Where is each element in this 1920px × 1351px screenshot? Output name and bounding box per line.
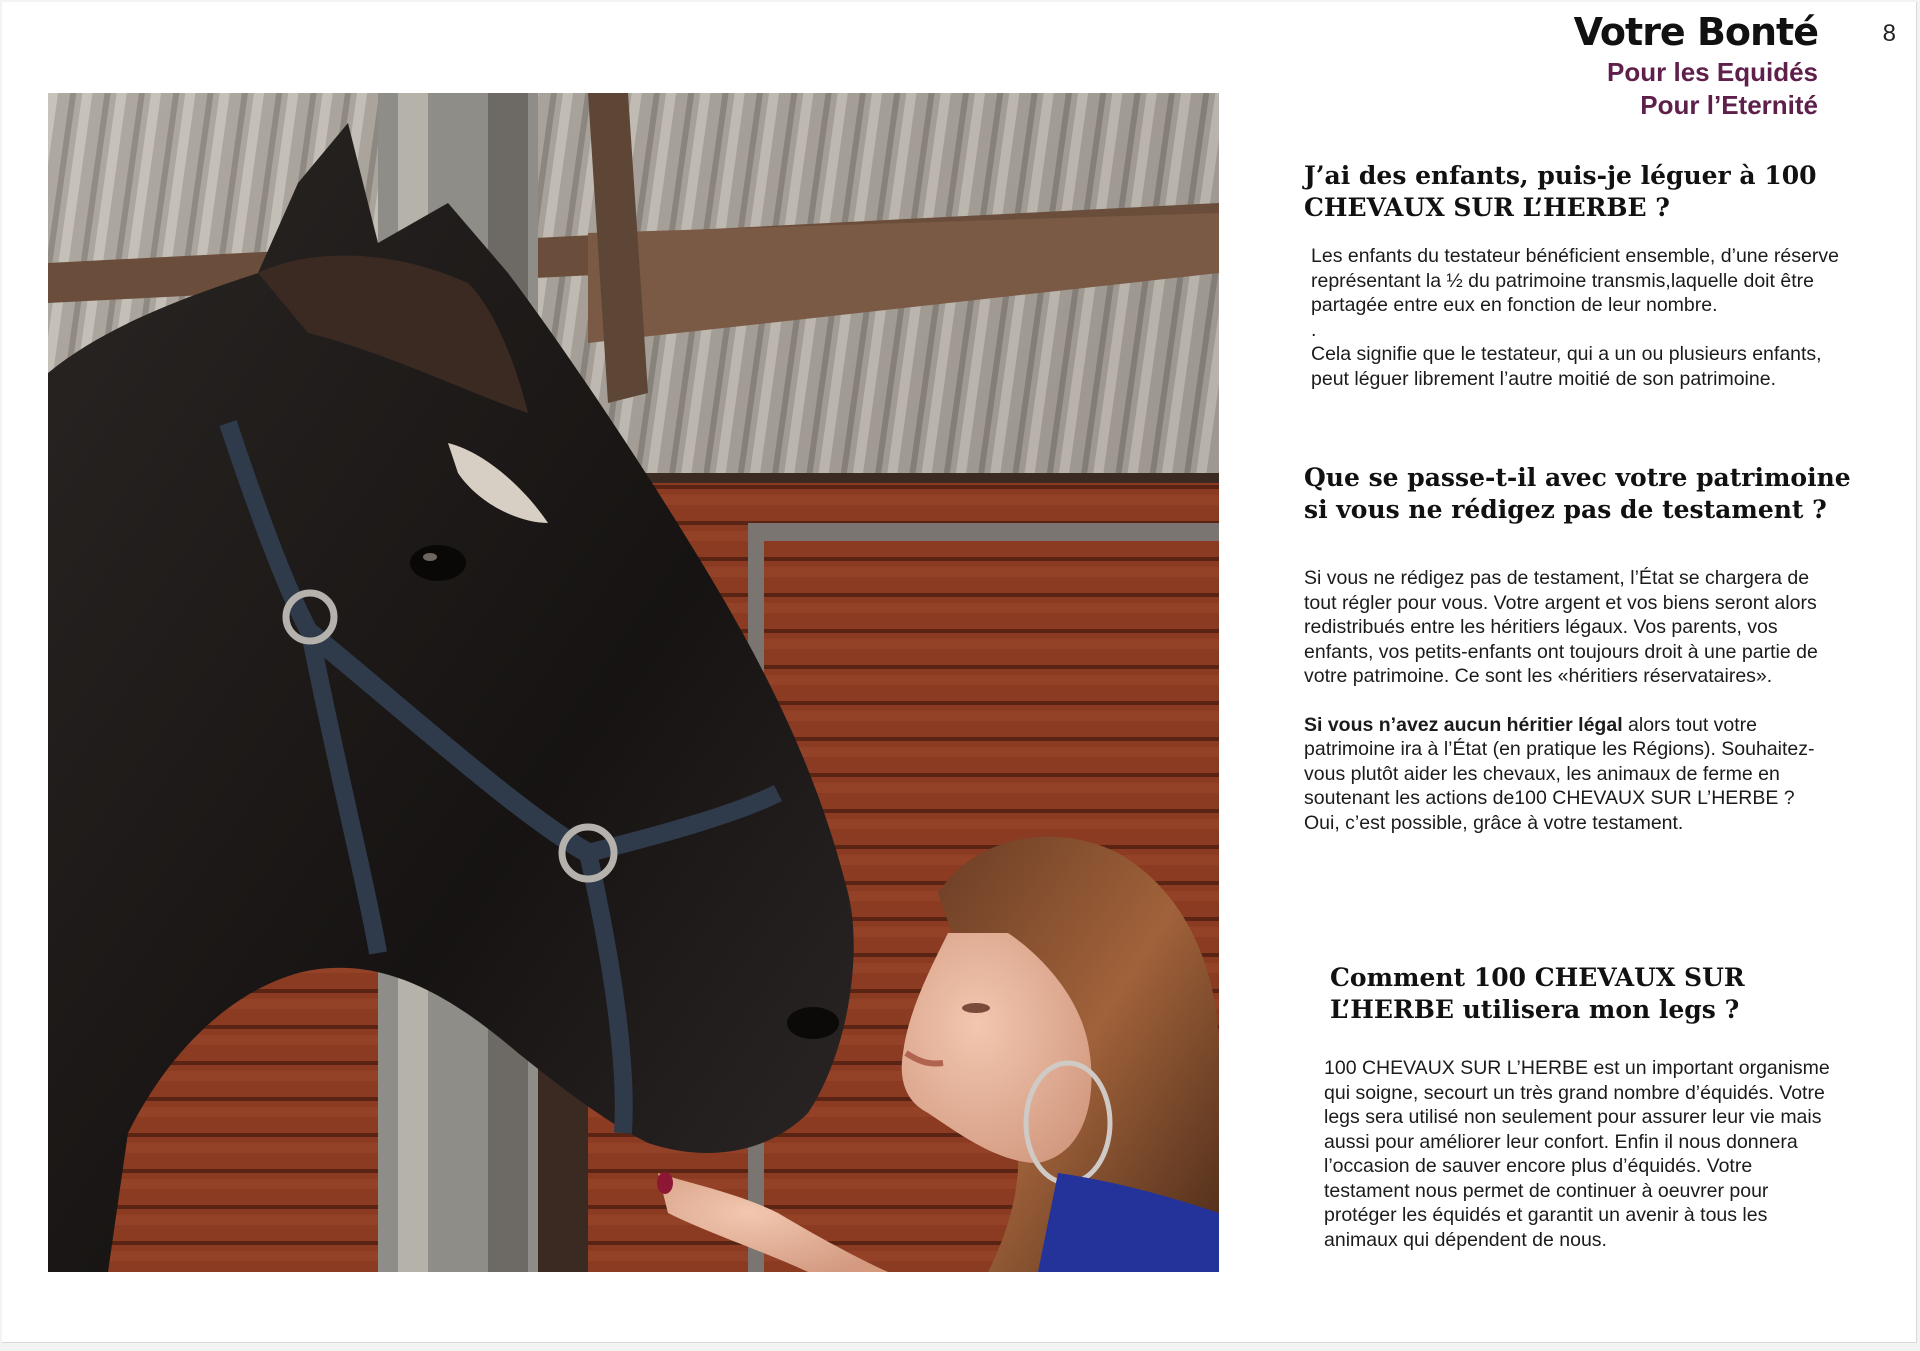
paragraph: .	[1311, 318, 1317, 341]
section-use-of-legacy	[1324, 962, 1870, 1252]
brand-subtitle-line2: Pour l’Eternité	[1640, 90, 1818, 120]
brand-block	[1574, 8, 1818, 122]
paragraph: 100 CHEVAUX SUR L’HERBE est un important organisme qui soigne, secourt un très grand nombre d’équidés. Votre legs sera utilisé non seulement pour assurer leur vie mais aussi pour améliorer leur confort. Enfin il nous donnera l’occasion de sauver encore plus d’équidés. Votre testament nous permet de continuer à oeuvrer pour protéger les équidés et garantit un avenir à tous les animaux qui dépendent de nous.	[1324, 1057, 1830, 1251]
bold-lead: Si vous n’avez aucun héritier légal	[1304, 713, 1623, 736]
paragraph: Cela signifie que le testateur, qui a un ou plusieurs enfants, peut léguer librement l’autre moitié de son patrimoine.	[1311, 343, 1822, 390]
document-page	[2, 2, 1917, 1343]
paragraph-heirs	[1304, 713, 1826, 836]
section-no-will	[1304, 462, 1864, 835]
section-children-legacy	[1304, 160, 1884, 391]
paragraph: Les enfants du testateur bénéficient ensemble, d’une réserve représentant la ½ du patrimoine transmis,laquelle doit être partagée entre eux en fonction de leur nombre.	[1311, 245, 1839, 316]
section-title: J’ai des enfants, puis-je léguer à 100 CHEVAUX SUR L’HERBE ?	[1304, 161, 1817, 222]
bold-follow-text: alors tout votre patrimoine ira à l’État (en pratique les Régions). Souhaitez-vous plutôt aider les chevaux, les animaux de ferme en soutenant les actions de100 CHEVAUX SUR L’HERBE ? Oui, c’est possible, grâce à votre testament.	[1304, 713, 1815, 834]
paragraph: Si vous ne rédigez pas de testament, l’État se chargera de tout régler pour vous. Votre argent et vos biens seront alors redistribués entre les héritiers légaux. Vos parents, vos enfants, vos petits-enfants ont toujours droit à une partie de votre patrimoine. Ce sont les «héritiers réservataires».	[1304, 567, 1818, 687]
brand-subtitle-line1: Pour les Equidés	[1607, 57, 1818, 87]
horse-and-woman-photo	[48, 93, 1219, 1272]
brand-title: Votre Bonté	[1573, 10, 1818, 54]
section-title: Que se passe-t-il avec votre patrimoine si vous ne rédigez pas de testament ?	[1304, 463, 1851, 524]
section-title: Comment 100 CHEVAUX SUR L’HERBE utilisera mon legs ?	[1330, 963, 1745, 1024]
page-number: 8	[1882, 20, 1896, 47]
